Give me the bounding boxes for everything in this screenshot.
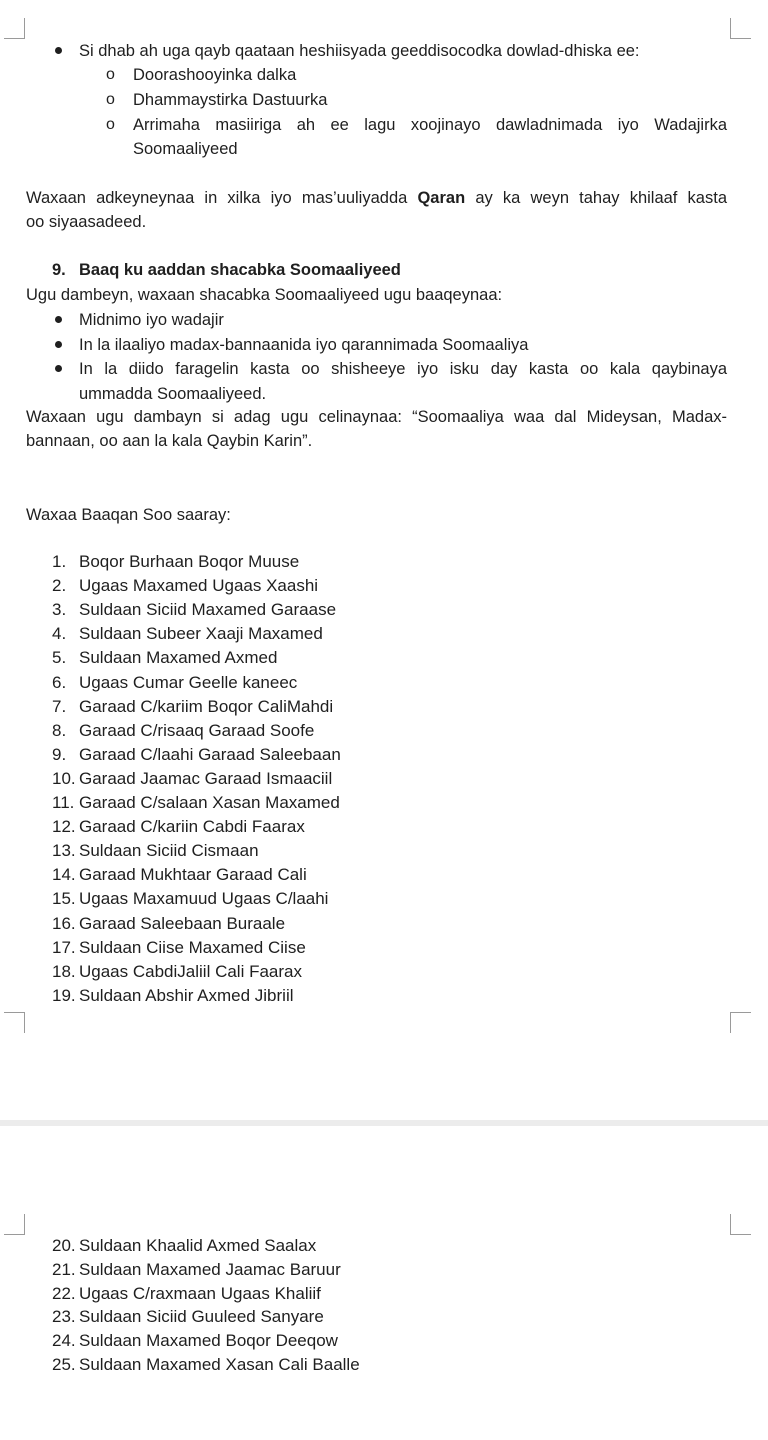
signatory-item — [52, 767, 332, 791]
closing-statement-continuation: bannaan, oo aan la kala Qaybin Karin”. — [26, 432, 313, 450]
appeal-bullet: In la diido faragelin kasta oo shisheeye iyo isku day kasta oo kala qaybinaya — [79, 360, 727, 378]
page-corner-mark-top-right — [730, 18, 751, 39]
signatory-item — [52, 1329, 338, 1353]
signatory-number: 5. — [52, 648, 67, 668]
signatory-item — [52, 984, 294, 1008]
signatory-name: Garaad Mukhtaar Garaad Cali — [79, 865, 307, 885]
signatory-item — [52, 1258, 341, 1282]
signatory-item — [52, 791, 340, 815]
signatory-item — [52, 1305, 324, 1329]
page-corner-mark-bottom-left — [4, 1012, 25, 1033]
signatory-item — [52, 598, 336, 622]
signatory-number: 11. — [52, 793, 75, 812]
closing-statement: Waxaan ugu dambayn si adag ugu celinaynaa: “Soomaaliya waa dal Mideysan, Madax- — [26, 408, 727, 426]
signatory-item — [52, 863, 307, 887]
signatory-name: Suldaan Khaalid Axmed Saalax — [79, 1236, 317, 1255]
signatory-name: Suldaan Abshir Axmed Jibriil — [79, 985, 294, 1005]
signatory-number: 20. — [52, 1236, 76, 1255]
sub-item-continuation: Soomaaliyeed — [133, 140, 238, 158]
signatory-number: 12. — [52, 817, 76, 837]
signatory-item — [52, 671, 297, 695]
signatory-name: Suldaan Maxamed Axmed — [79, 648, 278, 668]
signatory-number: 2. — [52, 576, 67, 596]
signatory-item — [52, 912, 285, 936]
paragraph-bold-text: Qaran — [417, 189, 466, 207]
signatory-name: Suldaan Siciid Guuleed Sanyare — [79, 1307, 324, 1327]
signatory-number: 17. — [52, 937, 76, 957]
signatory-number: 19. — [52, 985, 76, 1005]
signatory-number: 23. — [52, 1307, 76, 1327]
sub-bullet-icon: o — [106, 91, 115, 108]
signatory-number: 14. — [52, 865, 76, 885]
signatory-name: Garaad Jaamac Garaad Ismaaciil — [79, 768, 333, 788]
signatory-name: Suldaan Maxamed Jaamac Baruur — [79, 1259, 341, 1279]
signatory-number: 1. — [52, 552, 67, 571]
signatory-item — [52, 1282, 321, 1306]
signatory-number: 10. — [52, 768, 76, 788]
signatory-name: Ugaas Maxamuud Ugaas C/laahi — [79, 889, 329, 909]
signatory-name: Garaad C/kariim Boqor CaliMahdi — [79, 696, 334, 716]
signatory-name: Garaad C/laahi Garaad Saleebaan — [79, 744, 341, 764]
signatory-name: Ugaas CabdiJaliil Cali Faarax — [79, 961, 302, 981]
signatory-name: Ugaas C/raxmaan Ugaas Khaliif — [79, 1283, 321, 1303]
bullet-dot-icon — [55, 316, 62, 323]
signatory-name: Suldaan Maxamed Xasan Cali Baalle — [79, 1355, 360, 1374]
bullet-dot-icon — [55, 341, 62, 348]
signatory-number: 22. — [52, 1283, 76, 1303]
paragraph-commitment-continuation: oo siyaasadeed. — [26, 213, 147, 231]
signatory-item — [52, 839, 259, 863]
sub-item: Doorashooyinka dalka — [133, 66, 297, 84]
sub-bullet-icon: o — [106, 116, 115, 133]
signatory-number: 4. — [52, 624, 67, 644]
signatory-name: Garaad C/risaaq Garaad Soofe — [79, 720, 315, 740]
document-page-2 — [0, 1126, 768, 1440]
paragraph-commitment — [26, 186, 727, 210]
page-corner-mark-bottom-right — [730, 1012, 751, 1033]
signatory-name: Suldaan Ciise Maxamed Ciise — [79, 937, 306, 957]
signatory-number: 8. — [52, 720, 67, 740]
page-corner-mark-top-left — [4, 18, 25, 39]
signatory-number: 15. — [52, 889, 76, 909]
signatory-item — [52, 550, 299, 574]
signatory-number: 13. — [52, 841, 76, 861]
sub-bullet-icon: o — [106, 66, 115, 83]
section-intro: Ugu dambeyn, waxaan shacabka Soomaaliyeed ugu baaqeynaa: — [26, 286, 503, 304]
signatory-name: Garaad C/kariin Cabdi Faarax — [79, 817, 305, 837]
signatory-item — [52, 936, 306, 960]
signatory-item — [52, 695, 333, 719]
signatory-item — [52, 1234, 316, 1258]
signatory-item — [52, 960, 302, 984]
signatory-name: Garaad C/salaan Xasan Maxamed — [79, 793, 340, 812]
bullet-dot-icon — [55, 47, 62, 54]
signatory-number: 24. — [52, 1331, 76, 1351]
appeal-bullet-continuation: ummadda Soomaaliyeed. — [79, 385, 267, 403]
signatory-name: Suldaan Siciid Maxamed Garaase — [79, 600, 337, 620]
sub-item: Arrimaha masiiriga ah ee lagu xoojinayo dawladnimada iyo Wadajirka — [133, 116, 727, 134]
signatory-item — [52, 646, 277, 670]
signatory-name: Ugaas Maxamed Ugaas Xaashi — [79, 576, 319, 596]
signatory-name: Suldaan Subeer Xaaji Maxamed — [79, 624, 323, 644]
bullet-dot-icon — [55, 365, 62, 372]
signatory-name: Boqor Burhaan Boqor Muuse — [79, 552, 300, 571]
signatory-name: Suldaan Siciid Cismaan — [79, 841, 259, 861]
signatory-item — [52, 1353, 360, 1377]
page-corner-mark-top-left — [4, 1214, 25, 1235]
signatory-item — [52, 887, 328, 911]
signatory-item — [52, 719, 314, 743]
signatory-item — [52, 622, 323, 646]
signatory-number: 3. — [52, 600, 67, 620]
signatory-number: 9. — [52, 744, 67, 764]
intro-bullet-text: Si dhab ah uga qayb qaataan heshiisyada geeddisocodka dowlad-dhiska ee: — [79, 42, 640, 60]
page-corner-mark-top-right — [730, 1214, 751, 1235]
signatories-heading: Waxaa Baaqan Soo saaray: — [26, 506, 231, 524]
appeal-bullet: In la ilaaliyo madax-bannaanida iyo qarannimada Soomaaliya — [79, 336, 529, 354]
paragraph-text: ay ka weyn tahay khilaaf kasta — [465, 189, 727, 207]
signatory-item — [52, 743, 341, 767]
section-heading: Baaq ku aaddan shacabka Soomaaliyeed — [79, 261, 401, 279]
paragraph-text: Waxaan adkeyneynaa in xilka iyo mas’uuliyadda — [26, 189, 418, 207]
signatory-number: 16. — [52, 913, 76, 933]
signatory-name: Suldaan Maxamed Boqor Deeqow — [79, 1331, 338, 1351]
appeal-bullet: Midnimo iyo wadajir — [79, 311, 224, 329]
signatory-number: 6. — [52, 672, 67, 692]
signatory-number: 7. — [52, 696, 67, 716]
signatory-name: Ugaas Cumar Geelle kaneec — [79, 672, 298, 692]
signatory-number: 21. — [52, 1259, 76, 1279]
sub-item: Dhammaystirka Dastuurka — [133, 91, 328, 109]
signatory-number: 18. — [52, 961, 76, 981]
section-number: 9. — [52, 261, 66, 279]
signatory-name: Garaad Saleebaan Buraale — [79, 913, 286, 933]
signatory-number: 25. — [52, 1355, 76, 1374]
signatory-item — [52, 574, 318, 598]
signatory-item — [52, 815, 305, 839]
